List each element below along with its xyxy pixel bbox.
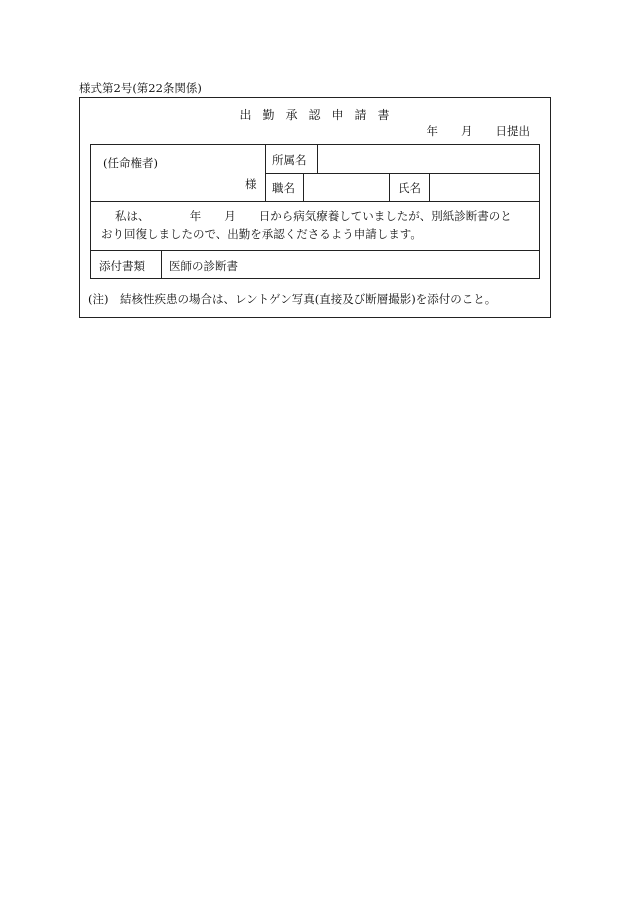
position-field[interactable] — [304, 174, 388, 200]
statement-line-1: 私は、 年 月 日から病気療養していましたが、別紙診断書のと — [115, 209, 512, 223]
statement-line-2: おり回復しましたので、出勤を承認くださるよう申請します。 — [101, 227, 422, 241]
affiliation-label: 所属名 — [272, 153, 307, 167]
form-table — [90, 144, 540, 279]
name-field[interactable] — [430, 174, 539, 200]
attachment-value: 医師の診断書 — [169, 259, 238, 273]
position-label: 職名 — [272, 181, 295, 195]
submission-date: 年 月 日提出 — [426, 124, 530, 138]
appointer-label: (任命権者) — [103, 156, 158, 170]
form-number: 様式第2号(第22条関係) — [79, 81, 202, 95]
application-form — [79, 97, 551, 318]
name-label: 氏名 — [398, 181, 421, 195]
form-note: (注) 結核性疾患の場合は、レントゲン写真(直接及び断層撮影)を添付のこと。 — [88, 292, 497, 306]
application-statement — [101, 207, 531, 243]
affiliation-field[interactable] — [318, 146, 539, 172]
form-title: 出勤承認申請書 — [239, 108, 401, 122]
attachment-label: 添付書類 — [99, 259, 145, 273]
honorific-label: 様 — [245, 177, 257, 191]
